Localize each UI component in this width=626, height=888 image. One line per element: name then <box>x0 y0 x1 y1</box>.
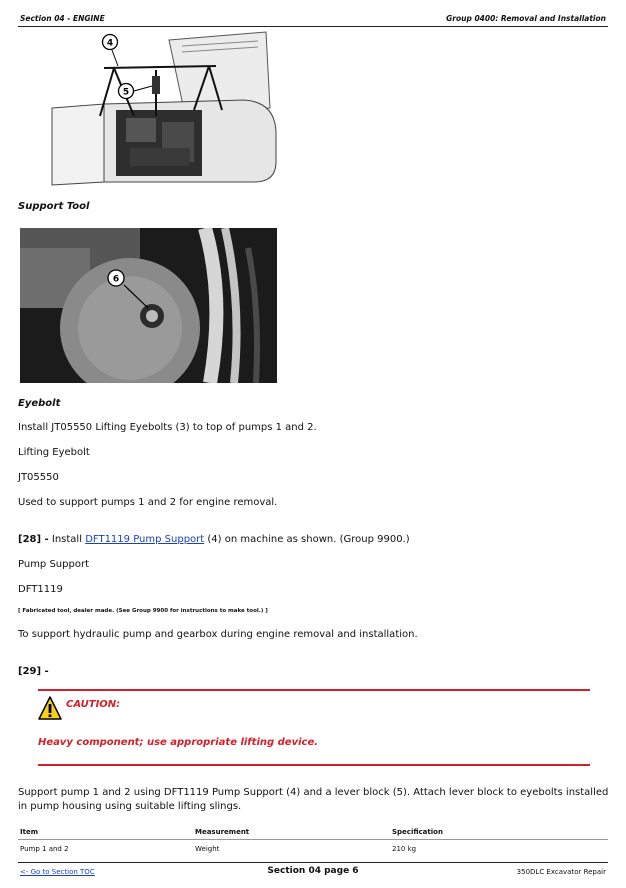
step-29-paragraph: Support pump 1 and 2 using DFT1119 Pump Support (4) and a lever block (5). Attach lever block to eyebolts installed in pump housing using suitable lifting slings. <box>18 787 609 812</box>
page-number: Section 04 page 6 <box>267 866 359 876</box>
table-header-item: Item <box>20 828 38 836</box>
caution-label: CAUTION: <box>66 699 121 710</box>
go-to-section-toc-link[interactable]: <- Go to Section TOC <box>20 868 95 876</box>
warning-triangle-icon <box>38 696 62 720</box>
pump-support-link[interactable]: DFT1119 Pump Support <box>85 534 205 545</box>
table-header-divider <box>18 839 608 840</box>
callout-6: 6 <box>112 274 120 285</box>
step-28-install: Install <box>51 534 82 545</box>
header-group: Group 0400: Removal and Installation <box>446 14 606 23</box>
table-cell-item: Pump 1 and 2 <box>20 845 69 853</box>
header-divider <box>18 26 608 27</box>
jt05550-text: JT05550 <box>18 472 59 483</box>
support-tool-figure <box>44 30 278 188</box>
pump-support-text: Pump Support <box>18 559 89 570</box>
footer-model: 350DLC Excavator Repair <box>516 868 606 876</box>
callout-5: 5 <box>122 87 130 98</box>
used-to-support-text: Used to support pumps 1 and 2 for engine removal. <box>18 497 278 508</box>
caution-bottom-rule <box>38 764 590 766</box>
step-29-number: [29] - <box>18 666 49 677</box>
table-cell-measurement: Weight <box>195 845 220 853</box>
table-header-specification: Specification <box>392 828 443 836</box>
step-28-purpose: To support hydraulic pump and gearbox during engine removal and installation. <box>18 629 418 640</box>
footer-divider <box>18 862 608 863</box>
step-28-number: [28] - <box>18 534 49 545</box>
caution-top-rule <box>38 689 590 691</box>
step-28 <box>18 534 410 545</box>
header-section: Section 04 - ENGINE <box>20 14 105 23</box>
table-header-measurement: Measurement <box>195 828 250 836</box>
caution-text: Heavy component; use appropriate lifting device. <box>38 737 319 748</box>
step-28-rest: (4) on machine as shown. (Group 9900.) <box>207 534 410 545</box>
fabricated-tool-note: [ Fabricated tool, dealer made. (See Group 9900 for instructions to make tool.) ] <box>18 608 268 614</box>
table-cell-specification: 210 kg <box>392 845 417 853</box>
callout-4: 4 <box>106 38 114 49</box>
dft1119-text: DFT1119 <box>18 584 63 595</box>
eyebolt-caption: Eyebolt <box>18 398 61 409</box>
eyebolt-figure <box>20 228 277 383</box>
install-eyebolts-text: Install JT05550 Lifting Eyebolts (3) to top of pumps 1 and 2. <box>18 422 317 433</box>
support-tool-caption: Support Tool <box>18 201 90 212</box>
lifting-eyebolt-text: Lifting Eyebolt <box>18 447 90 458</box>
